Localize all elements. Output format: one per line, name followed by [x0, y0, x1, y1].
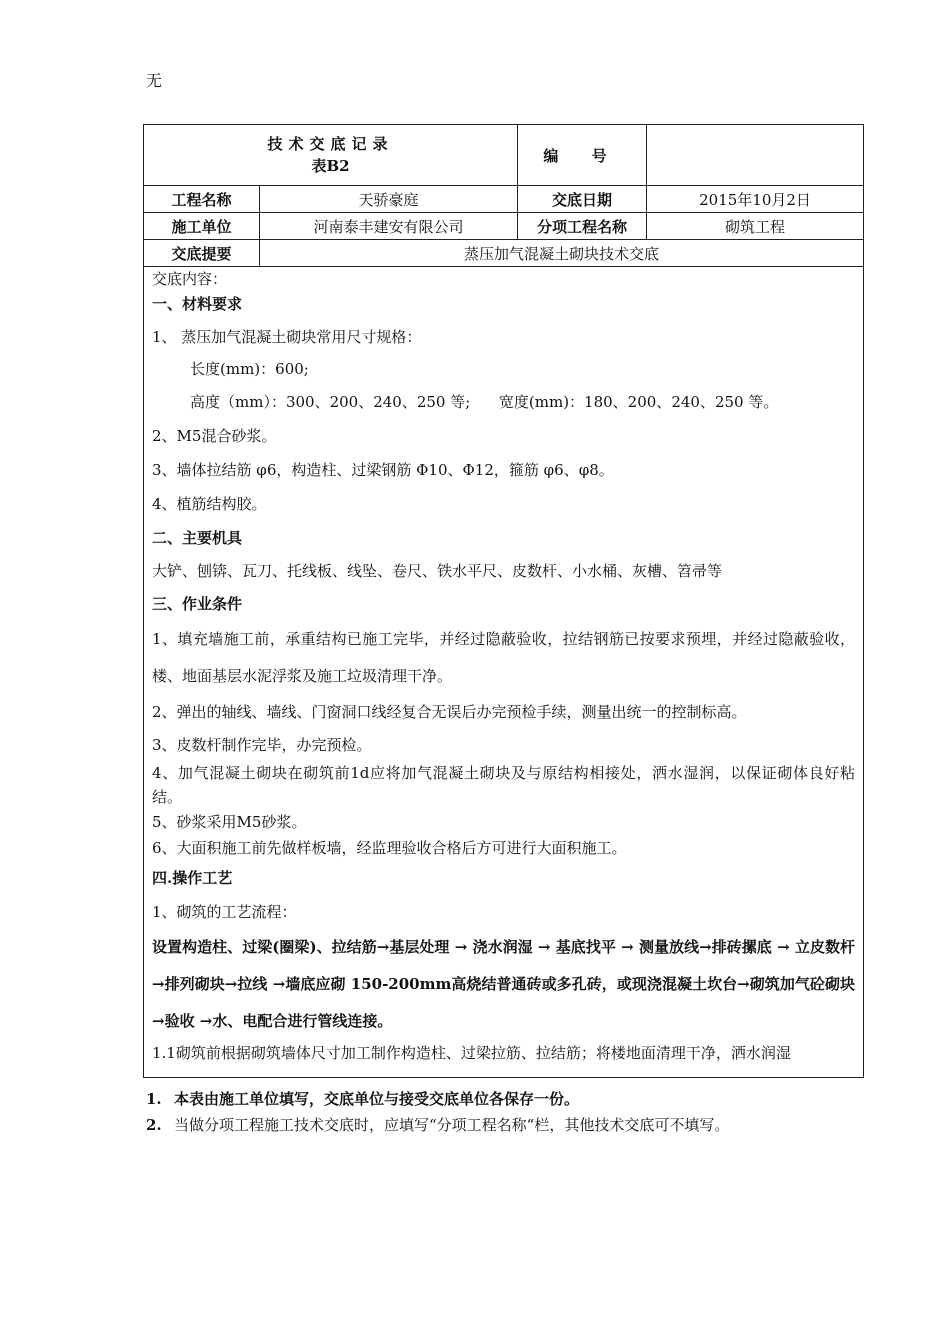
briefing-content	[144, 267, 864, 1078]
note-1	[146, 1086, 729, 1112]
process-item-1-1: 1.1砌筑前根据砌筑墙体尺寸加工制作构造柱、过梁拉筋、拉结筋；将楼地面清理干净，洒水润湿	[152, 1044, 791, 1062]
note-1-text: 本表由施工单位填写，交底单位与接受交底单位各保存一份。	[174, 1090, 580, 1108]
content-intro: 交底内容：	[152, 270, 228, 288]
note-2-number: 2.	[146, 1116, 162, 1134]
note-2	[146, 1112, 729, 1138]
number-value	[647, 125, 864, 186]
section-process-title: 四.操作工艺	[152, 869, 233, 887]
materials-height-width: 高度（mm）：300、200、240、250 等; 宽度(mm)：180、200、240、250 等。	[190, 393, 779, 411]
materials-item-2: 2、M5混合砂浆。	[152, 427, 277, 445]
summary-label: 交底提要	[144, 240, 260, 267]
section-tools-title: 二、主要机具	[152, 529, 243, 547]
project-name-label: 工程名称	[144, 186, 260, 213]
note-1-number: 1.	[146, 1090, 162, 1108]
materials-item-1: 1、 蒸压加气混凝土砌块常用尺寸规格：	[152, 328, 422, 346]
date-value: 2015年10月2日	[647, 186, 864, 213]
project-name-value: 天骄豪庭	[260, 186, 518, 213]
materials-length: 长度(mm)：600;	[190, 360, 309, 378]
process-flow: 设置构造柱、过梁(圈梁)、拉结筋→基层处理 → 浇水润湿 → 基底找平 → 测量放线→排砖摞底 → 立皮数杆 →排列砌块→拉线 →墙底应砌 150-200mm高烧结普通砖或多孔砖，或现浇混凝土坎台→砌筑加气砼砌块→验收 →水、电配合进行管线连接。	[152, 938, 856, 1030]
subproject-value: 砌筑工程	[647, 213, 864, 240]
conditions-item-3: 3、皮数杆制作完毕，办完预检。	[152, 736, 372, 754]
unit-label: 施工单位	[144, 213, 260, 240]
number-label: 编 号	[518, 125, 647, 186]
note-2-text: 当做分项工程施工技术交底时，应填写“分项工程名称“栏，其他技术交底可不填写。	[174, 1116, 730, 1134]
conditions-item-4: 4、加气混凝土砌块在砌筑前1d应将加气混凝土砌块及与原结构相接处，洒水湿润，以保证砌体良好粘结。	[152, 764, 856, 806]
form-notes	[146, 1086, 729, 1138]
date-label: 交底日期	[518, 186, 647, 213]
subproject-label: 分项工程名称	[518, 213, 647, 240]
form-code: 表B2	[311, 157, 350, 175]
process-item-1: 1、砌筑的工艺流程：	[152, 903, 297, 921]
conditions-item-2: 2、弹出的轴线、墙线、门窗洞口线经复合无误后办完预检手续，测量出统一的控制标高。	[152, 703, 747, 721]
materials-item-3: 3、墙体拉结筋 φ6，构造柱、过梁钢筋 Φ10、Φ12，箍筋 φ6、φ8。	[152, 461, 614, 479]
conditions-item-1: 1、填充墙施工前，承重结构已施工完毕，并经过隐蔽验收，拉结钢筋已按要求预埋，并经过隐蔽验收，楼、地面基层水泥浮浆及施工垃圾清理干净。	[152, 630, 856, 685]
form-title	[144, 125, 518, 186]
summary-value: 蒸压加气混凝土砌块技术交底	[260, 240, 864, 267]
unit-value: 河南泰丰建安有限公司	[260, 213, 518, 240]
tools-list: 大铲、刨锛、瓦刀、托线板、线坠、卷尺、铁水平尺、皮数杆、小水桶、灰槽、笤帚等	[152, 562, 723, 580]
section-materials-title: 一、材料要求	[152, 295, 243, 313]
conditions-item-6: 6、大面积施工前先做样板墙，经监理验收合格后方可进行大面积施工。	[152, 839, 627, 857]
form-title-main: 技术交底记录	[267, 135, 394, 153]
materials-item-4: 4、植筋结构胶。	[152, 495, 267, 513]
corner-mark: 无	[146, 71, 163, 90]
technical-briefing-form	[143, 124, 864, 1078]
conditions-item-5: 5、砂浆采用M5砂浆。	[152, 813, 307, 831]
section-conditions-title: 三、作业条件	[152, 595, 243, 613]
